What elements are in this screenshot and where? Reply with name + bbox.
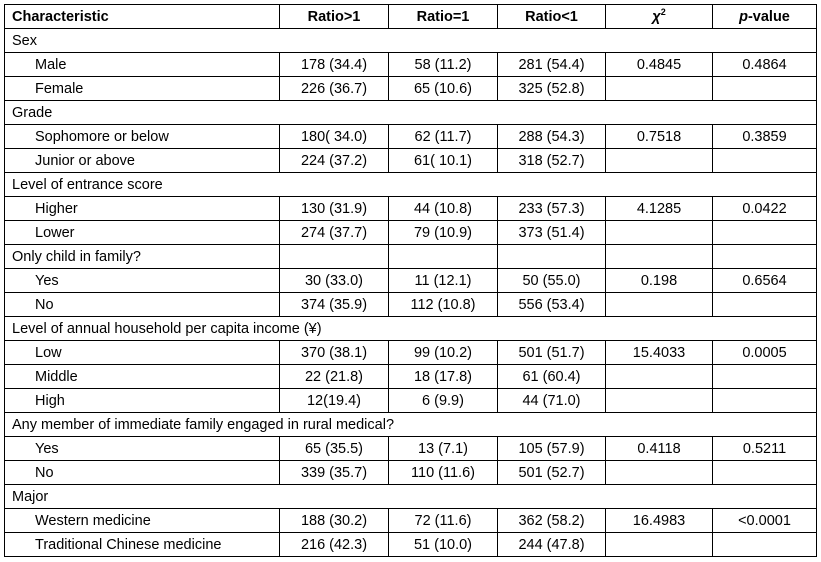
empty-cell <box>280 245 389 269</box>
ratio-eq1-cell: 62 (11.7) <box>389 125 498 149</box>
chi-square-cell: 15.4033 <box>606 341 713 365</box>
table-row <box>5 125 817 149</box>
ratio-gt1-cell: 339 (35.7) <box>280 461 389 485</box>
ratio-lt1-cell: 61 (60.4) <box>498 365 606 389</box>
row-label: Middle <box>5 365 280 389</box>
ratio-eq1-cell: 6 (9.9) <box>389 389 498 413</box>
ratio-lt1-cell: 233 (57.3) <box>498 197 606 221</box>
ratio-eq1-cell: 99 (10.2) <box>389 341 498 365</box>
table-row <box>5 149 817 173</box>
ratio-lt1-cell: 501 (52.7) <box>498 461 606 485</box>
ratio-lt1-cell: 281 (54.4) <box>498 53 606 77</box>
header-ratio-eq1: Ratio=1 <box>389 5 498 29</box>
ratio-lt1-cell: 362 (58.2) <box>498 509 606 533</box>
ratio-gt1-cell: 30 (33.0) <box>280 269 389 293</box>
header-characteristic: Characteristic <box>5 5 280 29</box>
ratio-eq1-cell: 79 (10.9) <box>389 221 498 245</box>
chi-square-cell <box>606 221 713 245</box>
ratio-lt1-cell: 244 (47.8) <box>498 533 606 557</box>
group-label: Major <box>5 485 817 509</box>
ratio-eq1-cell: 44 (10.8) <box>389 197 498 221</box>
chi-square-cell: 0.198 <box>606 269 713 293</box>
p-value-cell: <0.0001 <box>713 509 817 533</box>
chi-square-cell <box>606 461 713 485</box>
chi-square-cell: 0.4845 <box>606 53 713 77</box>
p-value-cell: 0.0422 <box>713 197 817 221</box>
table-row <box>5 341 817 365</box>
group-header-row <box>5 413 817 437</box>
group-label: Level of annual household per capita income (¥) <box>5 317 817 341</box>
ratio-eq1-cell: 112 (10.8) <box>389 293 498 317</box>
p-value-cell <box>713 221 817 245</box>
group-header-row <box>5 101 817 125</box>
ratio-lt1-cell: 105 (57.9) <box>498 437 606 461</box>
empty-cell <box>498 245 606 269</box>
ratio-eq1-cell: 51 (10.0) <box>389 533 498 557</box>
ratio-lt1-cell: 44 (71.0) <box>498 389 606 413</box>
ratio-gt1-cell: 370 (38.1) <box>280 341 389 365</box>
ratio-eq1-cell: 61( 10.1) <box>389 149 498 173</box>
ratio-gt1-cell: 178 (34.4) <box>280 53 389 77</box>
group-label: Sex <box>5 29 817 53</box>
row-label: Lower <box>5 221 280 245</box>
p-value-cell <box>713 365 817 389</box>
table-row <box>5 365 817 389</box>
group-header-row <box>5 317 817 341</box>
p-value-cell: 0.4864 <box>713 53 817 77</box>
p-value-cell <box>713 533 817 557</box>
row-label: Higher <box>5 197 280 221</box>
ratio-gt1-cell: 374 (35.9) <box>280 293 389 317</box>
ratio-eq1-cell: 110 (11.6) <box>389 461 498 485</box>
p-value-cell: 0.6564 <box>713 269 817 293</box>
table-row <box>5 389 817 413</box>
chi-square-cell <box>606 149 713 173</box>
ratio-gt1-cell: 130 (31.9) <box>280 197 389 221</box>
p-italic: p <box>739 8 748 25</box>
row-label: Junior or above <box>5 149 280 173</box>
group-label: Grade <box>5 101 817 125</box>
chi-symbol: χ <box>652 8 661 25</box>
group-header-row <box>5 245 817 269</box>
chi-square-cell <box>606 293 713 317</box>
row-label: Western medicine <box>5 509 280 533</box>
p-value-cell <box>713 293 817 317</box>
chi-square-cell: 16.4983 <box>606 509 713 533</box>
p-suffix: -value <box>747 8 790 25</box>
ratio-eq1-cell: 11 (12.1) <box>389 269 498 293</box>
header-chi-square <box>606 5 713 29</box>
chi-square-cell: 0.4118 <box>606 437 713 461</box>
ratio-gt1-cell: 65 (35.5) <box>280 437 389 461</box>
ratio-lt1-cell: 325 (52.8) <box>498 77 606 101</box>
ratio-gt1-cell: 216 (42.3) <box>280 533 389 557</box>
chi-square-cell: 4.1285 <box>606 197 713 221</box>
ratio-eq1-cell: 13 (7.1) <box>389 437 498 461</box>
group-label: Any member of immediate family engaged in rural medical? <box>5 413 817 437</box>
table-container <box>4 4 817 557</box>
table-row <box>5 269 817 293</box>
chi-square-cell <box>606 533 713 557</box>
p-value-cell: 0.3859 <box>713 125 817 149</box>
ratio-lt1-cell: 50 (55.0) <box>498 269 606 293</box>
ratio-lt1-cell: 318 (52.7) <box>498 149 606 173</box>
empty-cell <box>713 245 817 269</box>
ratio-lt1-cell: 373 (51.4) <box>498 221 606 245</box>
chi-square-cell: 0.7518 <box>606 125 713 149</box>
group-header-row <box>5 173 817 197</box>
ratio-eq1-cell: 72 (11.6) <box>389 509 498 533</box>
ratio-eq1-cell: 58 (11.2) <box>389 53 498 77</box>
empty-cell <box>606 245 713 269</box>
row-label: Yes <box>5 269 280 293</box>
characteristics-table <box>4 4 817 557</box>
p-value-cell: 0.5211 <box>713 437 817 461</box>
table-row <box>5 533 817 557</box>
row-label: No <box>5 293 280 317</box>
table-body <box>5 29 817 557</box>
empty-cell <box>389 245 498 269</box>
ratio-gt1-cell: 188 (30.2) <box>280 509 389 533</box>
p-value-cell <box>713 77 817 101</box>
ratio-gt1-cell: 12(19.4) <box>280 389 389 413</box>
chi-square-cell <box>606 365 713 389</box>
ratio-gt1-cell: 226 (36.7) <box>280 77 389 101</box>
ratio-gt1-cell: 180( 34.0) <box>280 125 389 149</box>
row-label: Low <box>5 341 280 365</box>
chi-square-cell <box>606 77 713 101</box>
table-row <box>5 293 817 317</box>
chi-superscript: 2 <box>660 6 666 17</box>
group-label: Only child in family? <box>5 245 280 269</box>
row-label: Female <box>5 77 280 101</box>
ratio-lt1-cell: 288 (54.3) <box>498 125 606 149</box>
header-p-value <box>713 5 817 29</box>
p-value-cell: 0.0005 <box>713 341 817 365</box>
ratio-gt1-cell: 224 (37.2) <box>280 149 389 173</box>
p-value-cell <box>713 149 817 173</box>
table-row <box>5 437 817 461</box>
ratio-lt1-cell: 501 (51.7) <box>498 341 606 365</box>
chi-square-cell <box>606 389 713 413</box>
ratio-gt1-cell: 274 (37.7) <box>280 221 389 245</box>
table-row <box>5 461 817 485</box>
group-header-row <box>5 485 817 509</box>
table-row <box>5 509 817 533</box>
header-ratio-lt1: Ratio<1 <box>498 5 606 29</box>
row-label: Sophomore or below <box>5 125 280 149</box>
header-ratio-gt1: Ratio>1 <box>280 5 389 29</box>
ratio-gt1-cell: 22 (21.8) <box>280 365 389 389</box>
row-label: No <box>5 461 280 485</box>
row-label: Male <box>5 53 280 77</box>
ratio-eq1-cell: 18 (17.8) <box>389 365 498 389</box>
row-label: Yes <box>5 437 280 461</box>
group-header-row <box>5 29 817 53</box>
group-label: Level of entrance score <box>5 173 817 197</box>
p-value-cell <box>713 389 817 413</box>
table-row <box>5 53 817 77</box>
table-row <box>5 221 817 245</box>
table-row <box>5 197 817 221</box>
ratio-eq1-cell: 65 (10.6) <box>389 77 498 101</box>
table-row <box>5 77 817 101</box>
row-label: Traditional Chinese medicine <box>5 533 280 557</box>
header-row <box>5 5 817 29</box>
ratio-lt1-cell: 556 (53.4) <box>498 293 606 317</box>
p-value-cell <box>713 461 817 485</box>
row-label: High <box>5 389 280 413</box>
